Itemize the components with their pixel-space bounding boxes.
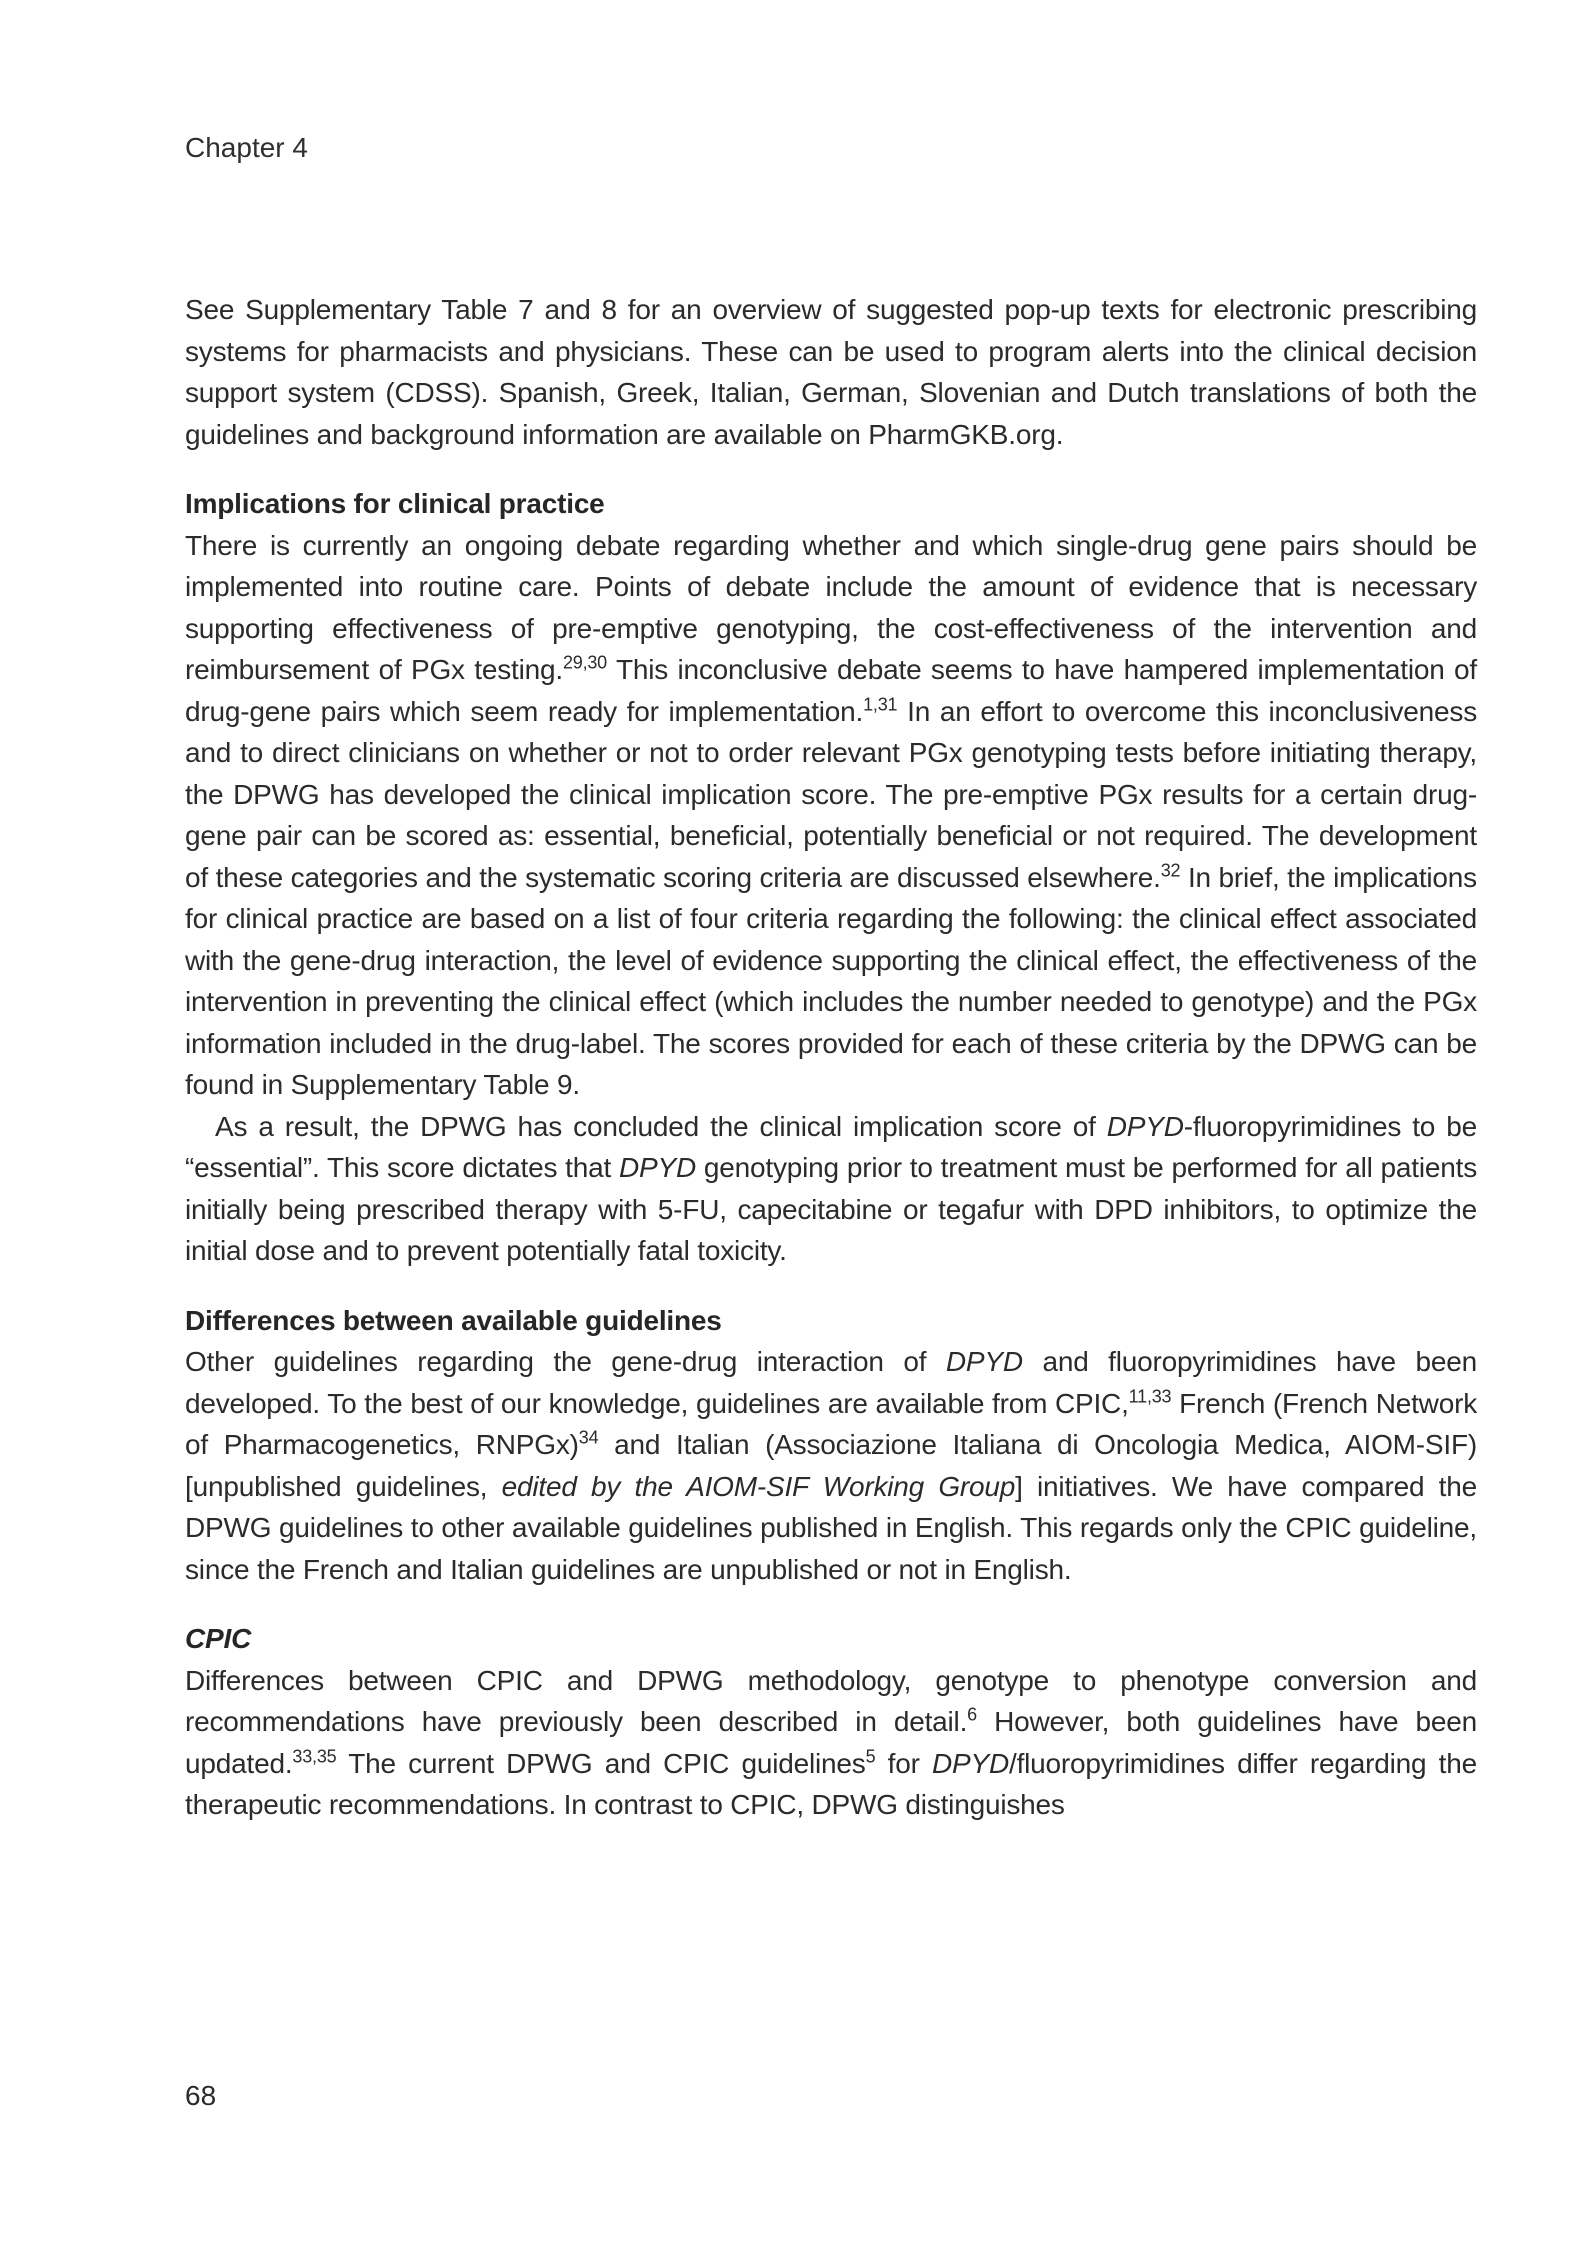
text-run: -fluoropyrimidines to be “essential”. This score dictates that <box>185 1110 1477 1183</box>
reference-superscript: 33,35 <box>292 1746 337 1767</box>
paragraph <box>185 525 1477 1106</box>
italic-text-run: DPYD <box>618 1152 696 1183</box>
italic-text-run: DPYD <box>932 1747 1009 1779</box>
page-content <box>185 289 1477 1826</box>
reference-superscript: 32 <box>1160 860 1181 881</box>
paragraph <box>185 289 1477 455</box>
text-run: ] initiatives. We have compared the DPWG guidelines to other available guidelines published in English. This regards only the CPIC guideline, since the French and Italian guidelines are unpublished or not in English. <box>185 1470 1478 1585</box>
paragraph <box>185 1106 1477 1272</box>
italic-text-run: DPYD <box>945 1346 1023 1377</box>
section-heading: CPIC <box>185 1623 252 1654</box>
text-run: See Supplementary Table 7 and 8 for an overview of suggested pop-up texts for electronic prescribing systems for pharmacists and physicians. These can be used to program alerts into the clinical decision support system (CDSS). Spanish, Greek, Italian, German, Slovenian and Dutch translations of both the guidelines and background information are available on PharmGKB.org. <box>185 294 1477 450</box>
text-run: The current DPWG and CPIC guidelines <box>336 1747 866 1779</box>
text-run: and fluoropyrimidines have been developed. To the best of our knowledge, guidelines are available from CPIC, <box>185 1346 1477 1419</box>
page-number: 68 <box>185 2080 217 2111</box>
reference-superscript: 29,30 <box>562 652 607 673</box>
reference-superscript: 1,31 <box>863 694 898 715</box>
text-run: In an effort to overcome this inconclusiveness and to direct clinicians on whether or not to order relevant PGx genotyping tests before initiating therapy, the DPWG has developed the clinical implication score. The pre-emptive PGx results for a certain drug-gene pair can be scored as: essential, beneficial, potentially beneficial or not required. The development of these categories and the systematic scoring criteria are discussed elsewhere. <box>185 695 1477 893</box>
italic-text-run: edited by the AIOM-SIF Working Group <box>501 1470 1016 1502</box>
text-run: This inconclusive debate seems to have hampered implementation of drug-gene pairs which seem ready for implementation. <box>185 654 1477 727</box>
section-heading: Implications for clinical practice <box>185 488 605 519</box>
paragraph <box>185 1660 1477 1826</box>
section-heading: Differences between available guidelines <box>185 1304 722 1336</box>
text-run: /fluoropyrimidines differ regarding the therapeutic recommendations. In contrast to CPIC, DPWG distinguishes <box>185 1747 1477 1820</box>
text-run: As a result, the DPWG has concluded the clinical implication score of <box>215 1110 1107 1142</box>
text-run: French (French Network of Pharmacogenetics, RNPGx) <box>185 1387 1477 1460</box>
reference-superscript: 11,33 <box>1128 1386 1172 1407</box>
reference-superscript: 6 <box>967 1704 977 1725</box>
text-run: There is currently an ongoing debate regarding whether and which single-drug gene pairs should be implemented into routine care. Points of debate include the amount of evidence that is necessary supporting effectiveness of pre-emptive genotyping, the cost-effectiveness of the intervention and reimbursement of PGx testing. <box>185 529 1477 685</box>
text-run: for <box>875 1747 932 1779</box>
text-run: and Italian (Associazione Italiana di Oncologia Medica, AIOM-SIF) [unpublished guidelines, <box>185 1429 1477 1502</box>
paragraph <box>185 1341 1477 1590</box>
reference-superscript: 34 <box>578 1427 599 1448</box>
text-run: Other guidelines regarding the gene-drug interaction of <box>185 1346 946 1377</box>
italic-text-run: DPYD <box>1106 1110 1184 1142</box>
chapter-header: Chapter 4 <box>185 132 308 163</box>
text-run: genotyping prior to treatment must be performed for all patients initially being prescribed therapy with 5-FU, capecitabine or tegafur with DPD inhibitors, to optimize the initial dose and to prevent potentially fatal toxicity. <box>185 1152 1477 1266</box>
text-run: In brief, the implications for clinical practice are based on a list of four criteria regarding the following: the clinical effect associated with the gene-drug interaction, the level of evidence supporting the clinical effect, the effectiveness of the intervention in preventing the clinical effect (which includes the number needed to genotype) and the PGx information included in the drug-label. The scores provided for each of these criteria by the DPWG can be found in Supplementary Table 9. <box>185 861 1477 1100</box>
text-run: Differences between CPIC and DPWG methodology, genotype to phenotype conversion and recommendations have previously been described in detail. <box>185 1664 1477 1737</box>
reference-superscript: 5 <box>865 1746 876 1767</box>
text-run: However, both guidelines have been updated. <box>185 1706 1477 1779</box>
